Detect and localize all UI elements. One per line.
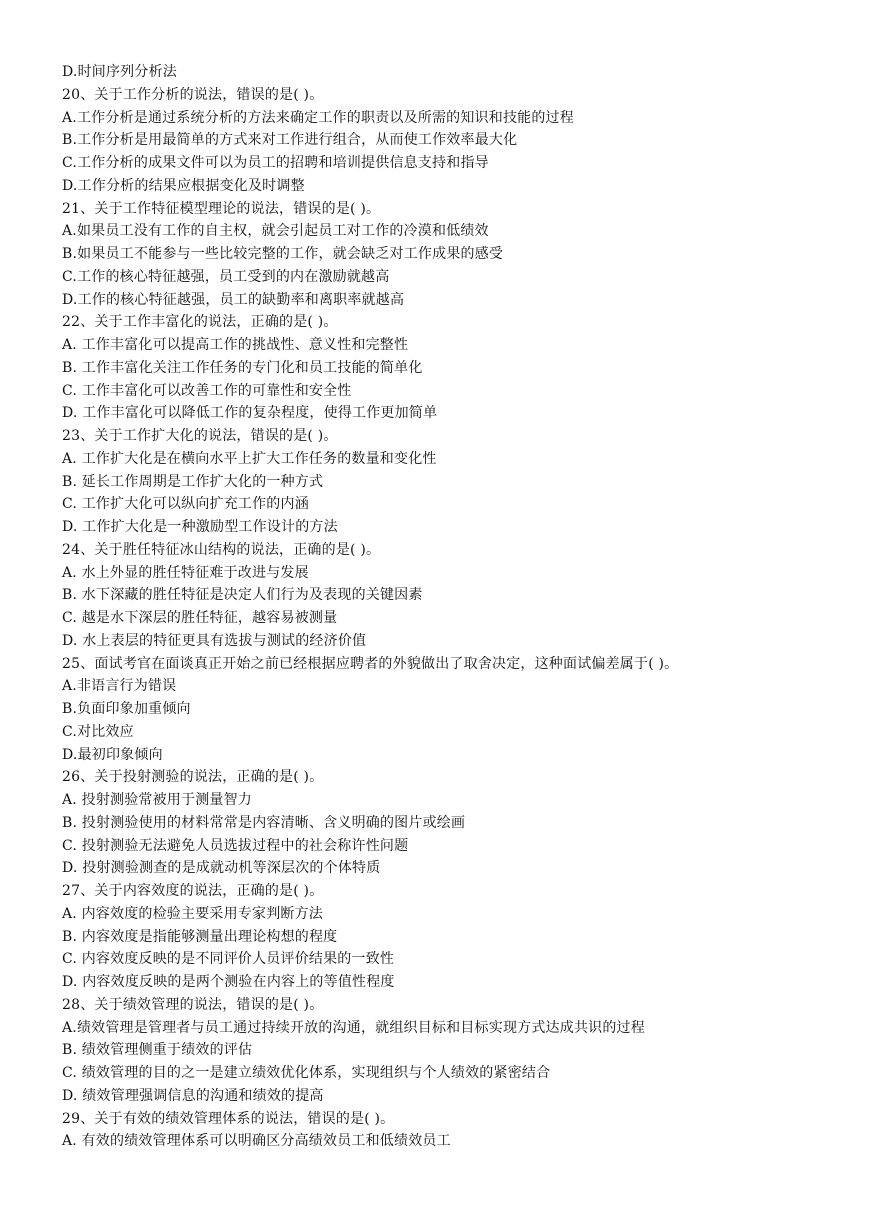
option-line: D.工作的核心特征越强，员工的缺勤率和离职率就越高	[62, 291, 405, 308]
option-line: B. 工作丰富化关注工作任务的专门化和员工技能的简单化	[62, 359, 423, 376]
option-line: C. 内容效度反映的是不同评价人员评价结果的一致性	[62, 951, 395, 968]
option-line: A.绩效管理是管理者与员工通过持续开放的沟通，就组织目标和目标实现方式达成共识的过程	[62, 1019, 645, 1036]
option-line: D. 工作丰富化可以降低工作的复杂程度，使得工作更加简单	[62, 405, 438, 422]
option-line: B.工作分析是用最简单的方式来对工作进行组合，从而使工作效率最大化	[62, 132, 518, 149]
option-line: D.工作分析的结果应根据变化及时调整	[62, 177, 305, 194]
question-stem: 20、关于工作分析的说法，错误的是( )。	[62, 86, 324, 103]
question-stem: 24、关于胜任特征冰山结构的说法，正确的是( )。	[62, 541, 381, 558]
option-line: B.如果员工不能参与一些比较完整的工作，就会缺乏对工作成果的感受	[62, 246, 504, 262]
option-line: C.对比效应	[62, 723, 134, 740]
option-line: B. 延长工作周期是工作扩大化的一种方式	[62, 473, 324, 490]
option-line: B. 投射测验使用的材料常常是内容清晰、含义明确的图片或绘画	[62, 814, 466, 831]
question-stem: 27、关于内容效度的说法，正确的是( )。	[62, 883, 324, 899]
option-line: C. 投射测验无法避免人员选拔过程中的社会称许性问题	[62, 837, 409, 854]
option-line: B.负面印象加重倾向	[62, 701, 191, 717]
option-line: D. 水上表层的特征更具有选拔与测试的经济价值	[62, 632, 367, 649]
option-line: A. 工作扩大化是在横向水平上扩大工作任务的数量和变化性	[62, 450, 437, 467]
option-line: B. 绩效管理侧重于绩效的评估	[62, 1042, 253, 1059]
text-line: D.时间序列分析法	[62, 64, 177, 80]
option-line: A.如果员工没有工作的自主权，就会引起员工对工作的冷漠和低绩效	[62, 223, 489, 240]
option-line: B. 水下深藏的胜任特征是决定人们行为及表现的关键因素	[62, 587, 423, 604]
option-line: D. 绩效管理强调信息的沟通和绩效的提高	[62, 1087, 324, 1104]
question-stem: 23、关于工作扩大化的说法，错误的是( )。	[62, 428, 338, 444]
document-page	[62, 61, 852, 1153]
option-line: D.最初印象倾向	[62, 746, 163, 763]
option-line: C. 工作扩大化可以纵向扩充工作的内涵	[62, 496, 309, 513]
question-stem: 28、关于绩效管理的说法，错误的是( )。	[62, 996, 324, 1013]
option-line: A. 投射测验常被用于测量智力	[62, 792, 253, 808]
option-line: C. 越是水下深层的胜任特征，越容易被测量	[62, 610, 338, 626]
option-line: A. 有效的绩效管理体系可以明确区分高绩效员工和低绩效员工	[62, 1133, 451, 1150]
option-line: D. 投射测验测查的是成就动机等深层次的个体特质	[62, 860, 381, 877]
question-stem: 22、关于工作丰富化的说法，正确的是( )。	[62, 314, 338, 331]
option-line: D. 内容效度反映的是两个测验在内容上的等值性程度	[62, 974, 395, 990]
option-line: B. 内容效度是指能够测量出理论构想的程度	[62, 928, 338, 945]
option-line: A. 水上外显的胜任特征难于改进与发展	[62, 564, 309, 581]
option-line: C. 工作丰富化可以改善工作的可靠性和安全性	[62, 382, 352, 399]
option-line: D. 工作扩大化是一种激励型工作设计的方法	[62, 519, 338, 535]
option-line: A. 内容效度的检验主要采用专家判断方法	[62, 905, 324, 922]
option-line: C.工作分析的成果文件可以为员工的招聘和培训提供信息支持和指导	[62, 155, 489, 171]
option-line: A.非语言行为错误	[62, 678, 177, 695]
question-stem: 26、关于投射测验的说法，正确的是( )。	[62, 769, 324, 786]
question-stem: 29、关于有效的绩效管理体系的说法，错误的是( )。	[62, 1110, 395, 1127]
option-line: A.工作分析是通过系统分析的方法来确定工作的职责以及所需的知识和技能的过程	[62, 109, 574, 126]
option-line: C.工作的核心特征越强，员工受到的内在激励就越高	[62, 268, 390, 285]
question-stem: 21、关于工作特征模型理论的说法，错误的是( )。	[62, 200, 381, 217]
question-stem: 25、面试考官在面谈真正开始之前已经根据应聘者的外貌做出了取舍决定，这种面试偏差属于( )。	[62, 655, 679, 672]
option-line: C. 绩效管理的目的之一是建立绩效优化体系，实现组织与个人绩效的紧密结合	[62, 1065, 551, 1081]
option-line: A. 工作丰富化可以提高工作的挑战性、意义性和完整性	[62, 337, 409, 353]
